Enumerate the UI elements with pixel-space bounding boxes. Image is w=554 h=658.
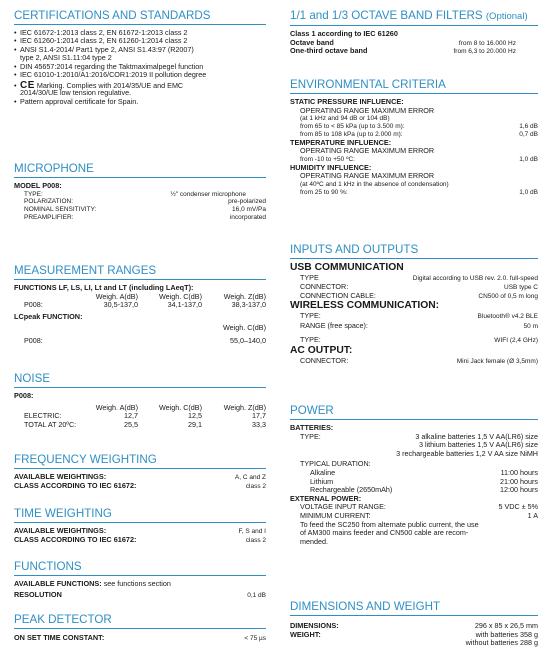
cell: 38,3-137,0 [231, 300, 266, 310]
mic-label: NOMINAL SENSITIVITY: [24, 206, 97, 214]
lcpeak-header: Weigh. C(dB) [222, 323, 266, 333]
temp-range: OPERATING RANGE MAXIMUM ERROR [300, 146, 435, 156]
fw-value: class 2 [245, 482, 266, 490]
duration-row-label: Alkaline [310, 467, 336, 477]
ce-mark: CE [20, 79, 35, 91]
noise-heading: NOISE [14, 372, 266, 388]
usb-label: USB COMMUNICATION [290, 262, 404, 273]
available-functions-text: see functions section [103, 579, 171, 588]
peak-label: ON SET TIME CONSTANT: [14, 633, 105, 642]
fw-row [14, 482, 266, 491]
fw-label: CLASS ACCORDING TO IEC 61672: [14, 480, 137, 490]
cert-item-cont: 2014/30/UE low tension regulative. [20, 88, 132, 98]
static-row-value: 0,7 dB [519, 130, 538, 138]
peak-row [14, 634, 266, 643]
col-header: Weigh. A(dB) [95, 402, 138, 412]
weight-without: without batteries 288 g [465, 638, 538, 648]
duration-row-value: 12:00 hours [500, 485, 538, 495]
static-row [290, 123, 538, 131]
lcpeak-row [14, 337, 266, 346]
wireless-row-label: TYPE: [300, 334, 321, 344]
environmental-heading: ENVIRONMENTAL CRITERIA [290, 78, 538, 94]
wireless-row-value: WIFI (2,4 GHz) [494, 336, 538, 344]
usb-row-value: USB type C [504, 283, 538, 291]
cell: 33,3 [252, 419, 266, 429]
wireless-row-label: RANGE (free space): [300, 321, 368, 331]
functions-heading: FUNCTIONS [14, 560, 266, 576]
dimensions-heading: DIMENSIONS AND WEIGHT [290, 600, 538, 616]
tw-value: F, S and I [238, 528, 266, 535]
fw-value: A, C and Z [234, 474, 266, 481]
peak-value: < 75 µs [244, 635, 266, 642]
cell: 25,5 [124, 419, 138, 429]
noise-section [14, 372, 266, 429]
octave-value: from 6,3 to 20.000 Hz [453, 48, 516, 56]
static-label: STATIC PRESSURE INFLUENCE: [290, 97, 404, 106]
humidity-row-label: from 25 to 90 %: [300, 188, 348, 196]
wireless-row-value: 50 m [523, 323, 538, 331]
resolution-value: 0,1 dB [247, 591, 266, 599]
duration-label: TYPICAL DURATION: [300, 459, 371, 469]
octave-title: 1/1 and 1/3 OCTAVE BAND FILTERS [290, 9, 483, 22]
tw-row [14, 536, 266, 545]
humidity-row-value: 1,0 dB [519, 188, 538, 196]
lcpeak-p008: P008: [24, 335, 43, 345]
wireless-row-value: Bluetooth® v4.2 BLE [477, 313, 538, 321]
row-label: TOTAL AT 20ºC: [24, 419, 77, 429]
tw-label: AVAILABLE WEIGHTINGS: [14, 526, 107, 535]
tw-value: class 2 [245, 536, 266, 544]
external-row-value: 1 A [527, 510, 538, 520]
dimensions-section [290, 600, 538, 648]
cell: 12,7 [124, 411, 138, 421]
static-row-label: from 65 to < 85 kPa (up to 3.500 m): [300, 122, 405, 130]
mic-row [14, 198, 266, 206]
cell: 34,1-137,0 [167, 300, 202, 310]
usb-row-label: TYPE [300, 273, 319, 282]
cert-item: • IEC 61010-1:2010/A1:2016/COR1:2019 II pollution degree [14, 71, 266, 79]
octave-value: from 8 to 16.000 Hz [458, 39, 516, 47]
noise-table [14, 404, 266, 430]
row-label: ELECTRIC: [24, 411, 62, 421]
ac-row-value: Mini Jack female (Ø 3,5mm) [456, 357, 538, 365]
octave-label: Octave band [290, 37, 334, 47]
ac-output-label: AC OUTPUT: [290, 344, 353, 356]
cell: 29,1 [188, 419, 202, 429]
cert-item: Marking. Complies with 2014/35/UE and EMC [36, 80, 184, 90]
power-note: of AM300 mains feeder and CN500 cable are recom- [300, 528, 469, 538]
available-functions [14, 580, 266, 589]
frequency-weighting-section [14, 453, 266, 491]
usb-row-label: CONNECTION CABLE: [300, 290, 376, 300]
fw-label: AVAILABLE WEIGHTINGS: [14, 472, 107, 481]
cert-item: • DIN 45657:2014 regarding the Taktmaximalpegel function [14, 63, 266, 71]
cert-item: • ANSI S1.4-2014/ Part1 type 2, ANSI S1.43:97 (R2007) [14, 46, 266, 54]
cert-item: • Pattern approval certificate for Spain. [14, 98, 266, 106]
peak-detector-heading: PEAK DETECTOR [14, 613, 266, 629]
time-weighting-heading: TIME WEIGHTING [14, 507, 266, 523]
wireless-row-label: TYPE: [300, 311, 321, 321]
mic-label: TYPE: [24, 190, 43, 198]
row-label: P008: [24, 300, 43, 310]
humidity-row [290, 189, 538, 197]
power-note: To feed the SC250 from alternate public current, the use [300, 519, 479, 529]
col-header: Weigh. C(dB) [158, 291, 202, 301]
external-row-label: MINIMUM CURRENT: [300, 510, 371, 520]
inputs-heading: INPUTS AND OUTPUTS [290, 243, 538, 259]
mic-label: POLARIZATION: [24, 198, 73, 206]
mic-row [14, 206, 266, 214]
battery-type-label: TYPE: [300, 431, 321, 441]
usb-row-label: CONNECTOR: [300, 281, 349, 291]
certifications-section: CERTIFICATIONS AND STANDARDS • IEC 61672-1:2013 class 2, EN 61672-1:2013 class 2 • IEC 61260-1:2014 class 2, EN 61260-1:2014 class 2 • ANSI S1.4-2014/ Part1 type 2, ANSI S1.43:97 (R2007) type 2, ANSI S1.11:04 type 2 • DIN 45657:2014 regarding the Taktmaximalpegel function • IEC 61010-1:2010/A1:2016/COR1:2019 II pollution degree • CE Marking. Complies with 2014/35/UE and EMC 2014/30/UE low tension regulative. • Pattern approval certificate for Spain. [14, 9, 266, 106]
mic-row [14, 191, 266, 199]
octave-label: One-third octave band [290, 46, 368, 56]
mic-row [14, 214, 266, 222]
measurement-table [14, 293, 266, 310]
duration-row-label: Lithium [310, 476, 334, 486]
octave-heading [290, 9, 538, 26]
batteries-label: BATTERIES: [290, 423, 334, 432]
ac-row-label: CONNECTOR: [300, 355, 349, 365]
duration-row-label: Rechargeable (2650mAh) [310, 485, 393, 495]
functions-section [14, 560, 266, 599]
octave-class: Class 1 according to IEC 61260 [290, 29, 398, 38]
mic-value: ½" condenser microphone [170, 190, 246, 198]
external-row-value: 5 VDC ± 5% [498, 502, 538, 512]
duration-row-value: 11:00 hours [500, 467, 538, 477]
cell: 12,5 [188, 411, 202, 421]
external-power-label: EXTERNAL POWER: [290, 493, 362, 503]
wireless-label: WIRELESS COMMUNICATION: [290, 300, 440, 312]
measurement-heading: MEASUREMENT RANGES [14, 264, 266, 280]
power-note: mended. [300, 536, 328, 546]
battery-type: 3 alkaline batteries 1,5 V AA(LR6) size [415, 431, 538, 441]
inputs-section [290, 243, 538, 366]
battery-type: 3 lithium batteries 1,5 V AA(LR6) size [418, 440, 538, 450]
certifications-heading: CERTIFICATIONS AND STANDARDS [14, 9, 266, 25]
duration-row-value: 21:00 hours [500, 476, 538, 486]
usb-row [290, 292, 538, 301]
col-header: Weigh. Z(dB) [223, 291, 266, 301]
temp-row-label: from -10 to +50 ºC: [300, 155, 355, 163]
available-functions-label: AVAILABLE FUNCTIONS: [14, 579, 102, 588]
frequency-weighting-heading: FREQUENCY WEIGHTING [14, 453, 266, 469]
microphone-model: MODEL P008: [14, 181, 62, 190]
mic-value: pre-polarized [228, 198, 266, 206]
wireless-row [290, 312, 538, 321]
wireless-row [290, 336, 538, 345]
weight-with: with batteries 358 g [475, 629, 538, 639]
static-range: OPERATING RANGE MAXIMUM ERROR [300, 105, 435, 115]
microphone-section [14, 162, 266, 222]
humidity-label: HUMIDITY INFLUENCE: [290, 162, 372, 172]
cell: 17,7 [252, 411, 266, 421]
ac-row [290, 357, 538, 366]
battery-type: 3 rechargeable batteries 1,2 V AA size NiMH [396, 448, 538, 458]
mic-value: 16,0 mV/Pa [232, 206, 266, 214]
weight-label: WEIGHT: [290, 629, 321, 639]
external-row-label: VOLTAGE INPUT RANGE: [300, 502, 386, 512]
temp-row-value: 1,0 dB [519, 155, 538, 163]
noise-model: P008: [14, 391, 34, 400]
octave-row [290, 47, 538, 56]
usb-row-value: CN500 of 0,5 m long [478, 292, 538, 300]
octave-section [290, 9, 538, 56]
lcpeak-value: 55,0–140,0 [230, 335, 266, 345]
usb-row-value: Digital according to USB rev. 2.0. full-speed [412, 275, 538, 282]
static-note: (at 1 kHz and 94 dB or 104 dB) [300, 115, 390, 123]
dimensions-label: DIMENSIONS: [290, 621, 339, 630]
mic-value: incorporated [229, 213, 266, 221]
environmental-section [290, 78, 538, 196]
col-header: Weigh. A(dB) [95, 291, 138, 301]
cert-item-cont: type 2, ANSI S1.11:04 type 2 [20, 53, 112, 63]
static-row-label: from 85 to 108 kPa (up to 2.000 m): [300, 130, 403, 138]
col-header: Weigh. Z(dB) [223, 402, 266, 412]
temp-label: TEMPERATURE INFLUENCE: [290, 137, 392, 147]
tw-label: CLASS ACCORDING TO IEC 61672: [14, 534, 137, 544]
static-row-value: 1,6 dB [519, 122, 538, 130]
humidity-range: OPERATING RANGE MAXIMUM ERROR [300, 171, 435, 181]
mic-label: PREAMPLIFIER: [24, 213, 74, 221]
power-section [290, 404, 538, 546]
dimensions-value: 296 x 85 x 26,5 mm [474, 621, 538, 630]
octave-optional: (Optional) [485, 11, 528, 22]
peak-detector-section [14, 613, 266, 643]
time-weighting-section [14, 507, 266, 545]
lcpeak-label: LCpeak FUNCTION: [14, 311, 83, 321]
power-heading: POWER [290, 404, 538, 420]
functions-label: FUNCTIONS LF, LS, LI, Lt and LT (including LAeqT): [14, 283, 194, 292]
resolution-row [14, 589, 266, 600]
cert-item: • IEC 61260-1:2014 class 2, EN 61260-1:2014 class 2 [14, 37, 266, 45]
measurement-section [14, 264, 266, 346]
cell: 30,5-137,0 [103, 300, 138, 310]
col-header: Weigh. C(dB) [158, 402, 202, 412]
humidity-note: (at 40ºC and 1 kHz in the absence of condensation) [300, 180, 449, 188]
microphone-heading: MICROPHONE [14, 162, 266, 178]
resolution-label: RESOLUTION [14, 589, 62, 599]
cert-item: • IEC 61672-1:2013 class 2, EN 61672-1:2013 class 2 [14, 29, 266, 37]
wireless-row [290, 322, 538, 331]
